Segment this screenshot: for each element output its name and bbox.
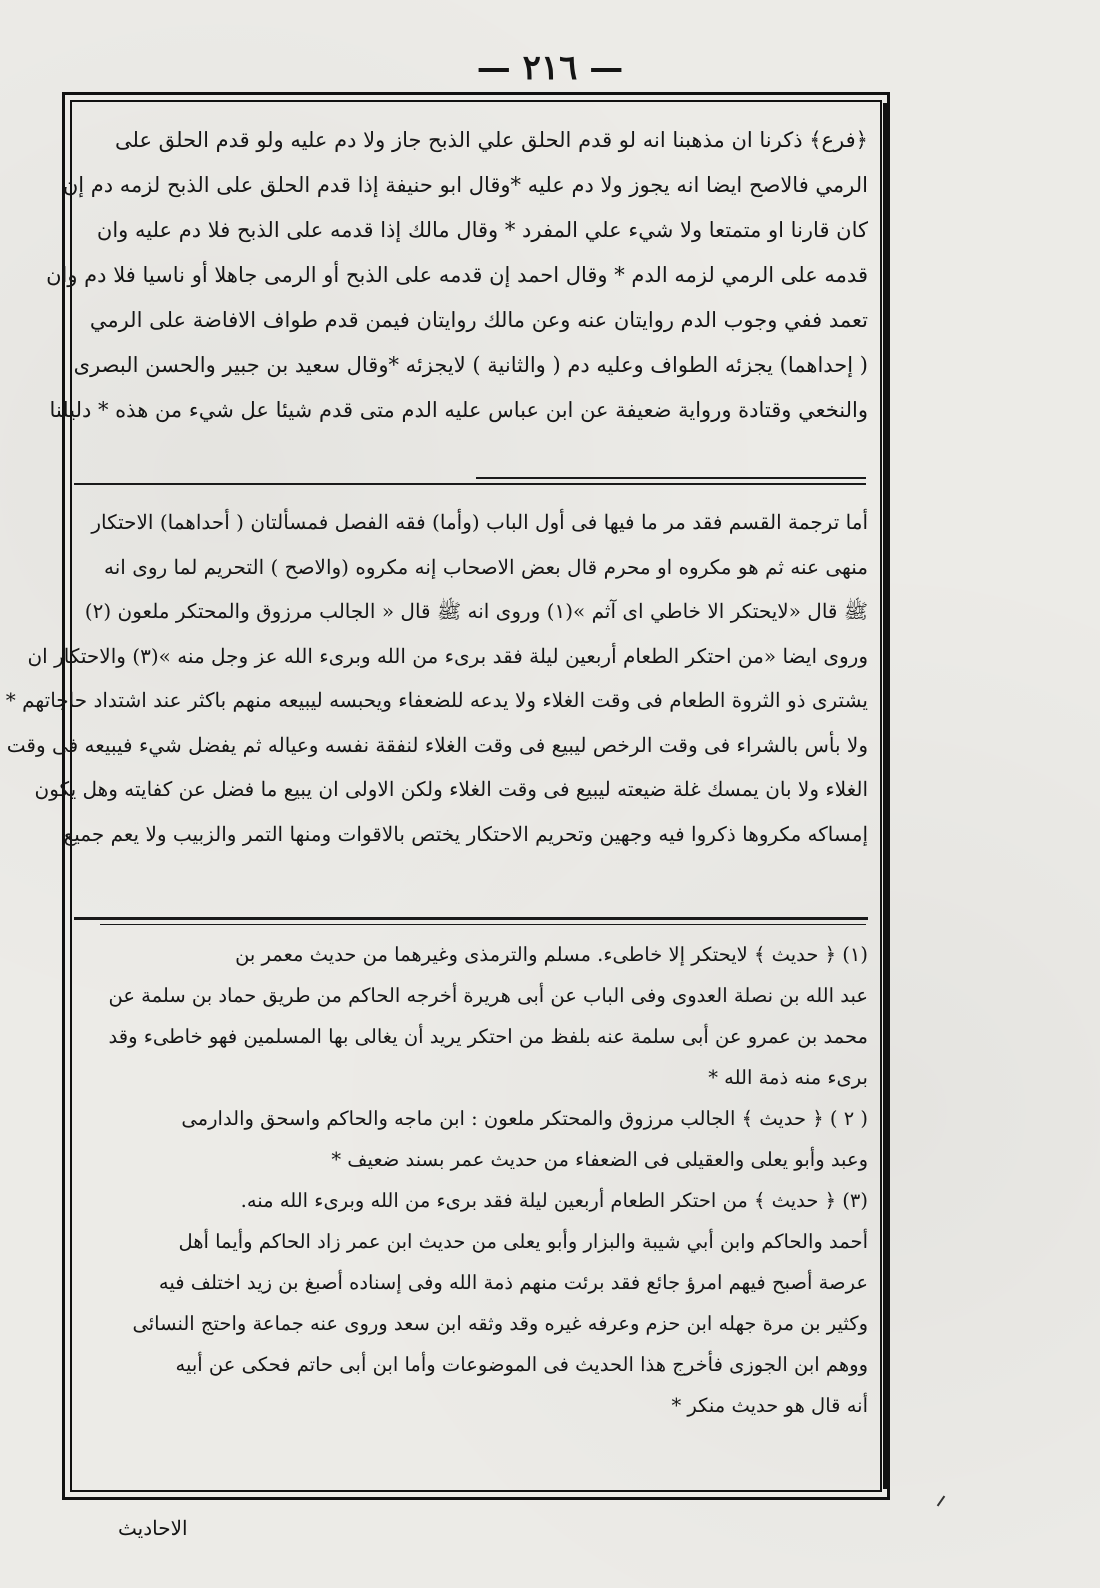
footnote-divider (74, 917, 868, 920)
main-text-line: ﴿فرع﴾ ذكرنا ان مذهبنا انه لو قدم الحلق علي الذبح جاز ولا دم عليه ولو قدم الحلق على (114, 128, 868, 152)
frame-thick-edge (883, 103, 889, 1489)
footnote-line: عرصة أصبح فيهم امرؤ جائع فقد برئت منهم ذمة الله وفى إسناده أصبغ بن زيد اختلف فيه (158, 1271, 868, 1294)
footnotes (80, 934, 868, 1426)
main-text-line: الرمي فالاصح ايضا انه يجوز ولا دم عليه *وقال ابو حنيفة إذا قدم الحلق على الذبح لزمه دم إن (62, 173, 868, 197)
main-text-line: والنخعي وقتادة ورواية ضعيفة عن ابن عباس عليه الدم متى قدم شيئا عل شيء من هذه * دليلنا (49, 398, 868, 422)
footnote-line: (١) ﴿ حديث ﴾ لايحتكر إلا خاطىء. مسلم والترمذى وغيرهما من حديث معمر بن (235, 943, 868, 966)
footnote-line: وكثير بن مرة جهله ابن حزم وعرفه غيره وقد وثقه ابن سعد وروى عنه جماعة واحتج النسائى (132, 1312, 868, 1335)
footnote-line: عبد الله بن نصلة العدوى وفى الباب عن أبى هريرة أخرجه الحاكم من طريق حماد بن سلمة عن (108, 984, 868, 1007)
commentary-line: الغلاء ولا بان يمسك غلة ضيعته ليبيع فى وقت الغلاء ولكن الاولى ان يبيع ما فضل عن كفايته وهل يكون (34, 777, 868, 801)
main-text-line: كان قارنا او متمتعا ولا شيء علي المفرد * وقال مالك إذا قدمه على الذبح فلا دم عليه وان (96, 218, 868, 242)
commentary-line: منهى عنه ثم هو مكروه او محرم قال بعض الاصحاب إنه مكروه (والاصح ) التحريم لما روى انه (104, 554, 868, 579)
footnote-2 (80, 1098, 868, 1180)
footnote-1 (80, 934, 868, 1098)
catchword: الاحاديث (118, 1516, 188, 1540)
main-text-line: تعمد ففي وجوب الدم روايتان عنه وعن مالك روايتان فيمن قدم طواف الافاضة على الرمي (89, 308, 868, 332)
footnote-line: أحمد والحاكم وابن أبي شيبة والبزار وأبو يعلى من حديث ابن عمر زاد الحاكم وأيما أهل (178, 1230, 868, 1253)
footnote-line: برىء منه ذمة الله * (708, 1066, 868, 1089)
commentary-line: ولا بأس بالشراء فى وقت الرخص ليبيع فى وقت الغلاء لنفقة نفسه وعياله ثم يفضل شيء فيبيعه فى وقت (6, 732, 868, 757)
section-divider-short (476, 477, 866, 479)
footnote-line: وعبد وأبو يعلى والعقيلى فى الضعفاء من حديث عمر بسند ضعيف * (331, 1148, 868, 1171)
commentary-line: وروى ايضا «من احتكر الطعام أربعين ليلة فقد برىء من الله وبرىء الله عز وجل منه »(٣) والاحتكار ان (27, 643, 868, 668)
footnote-divider-thin (100, 924, 866, 925)
main-text (46, 118, 868, 433)
main-text-line: ( إحداهما) يجزئه الطواف وعليه دم ( والثانية ) لايجزئه *وقال سعيد بن جبير والحسن البصرى (73, 353, 868, 377)
commentary-text (5, 500, 868, 856)
footnote-line: (٣) ﴿ حديث ﴾ من احتكر الطعام أربعين ليلة فقد برىء من الله وبرىء الله منه. (240, 1189, 868, 1212)
ink-mark (937, 1496, 946, 1507)
section-divider (74, 483, 866, 485)
footnote-line: ووهم ابن الجوزى فأخرج هذا الحديث فى الموضوعات وأما ابن أبى حاتم فحكى عن أبيه (175, 1353, 868, 1376)
page-number: — ٢١٦ — (476, 48, 624, 88)
main-text-line: قدمه على الرمي لزمه الدم * وقال احمد إن قدمه على الذبح أو الرمى جاهلا أو ناسيا فلا دم وان (46, 263, 868, 287)
commentary-line: ﷺ قال «لايحتكر الا خاطي اى آثم »(١) وروى انه ﷺ قال « الجالب مرزوق والمحتكر ملعون (٢) (84, 599, 868, 623)
footnote-line: ( ٢ ) ﴿ حديث ﴾ الجالب مرزوق والمحتكر ملعون : ابن ماجه والحاكم واسحق والدارمى (181, 1107, 868, 1130)
commentary-line: يشترى ذو الثروة الطعام فى وقت الغلاء ولا يدعه للضعفاء ويحبسه ليبيعه منهم باكثر عند اشتداد حاجاتهم * (5, 688, 868, 712)
commentary-line: أما ترجمة القسم فقد مر ما فيها فى أول الباب (وأما) فقه الفصل فمسألتان ( أحداهما) الاحتكار (91, 510, 868, 534)
commentary-line: إمساكه مكروها ذكروا فيه وجهين وتحريم الاحتكار يختص بالاقوات ومنها التمر والزبيب ولا يعم جميع (63, 821, 868, 846)
footnote-3 (80, 1180, 868, 1426)
footnote-line: محمد بن عمرو عن أبى سلمة عنه بلفظ من احتكر يريد أن يغالى بها المسلمين فهو خاطىء وقد (108, 1025, 868, 1048)
footnote-line: أنه قال هو حديث منكر * (671, 1394, 868, 1417)
